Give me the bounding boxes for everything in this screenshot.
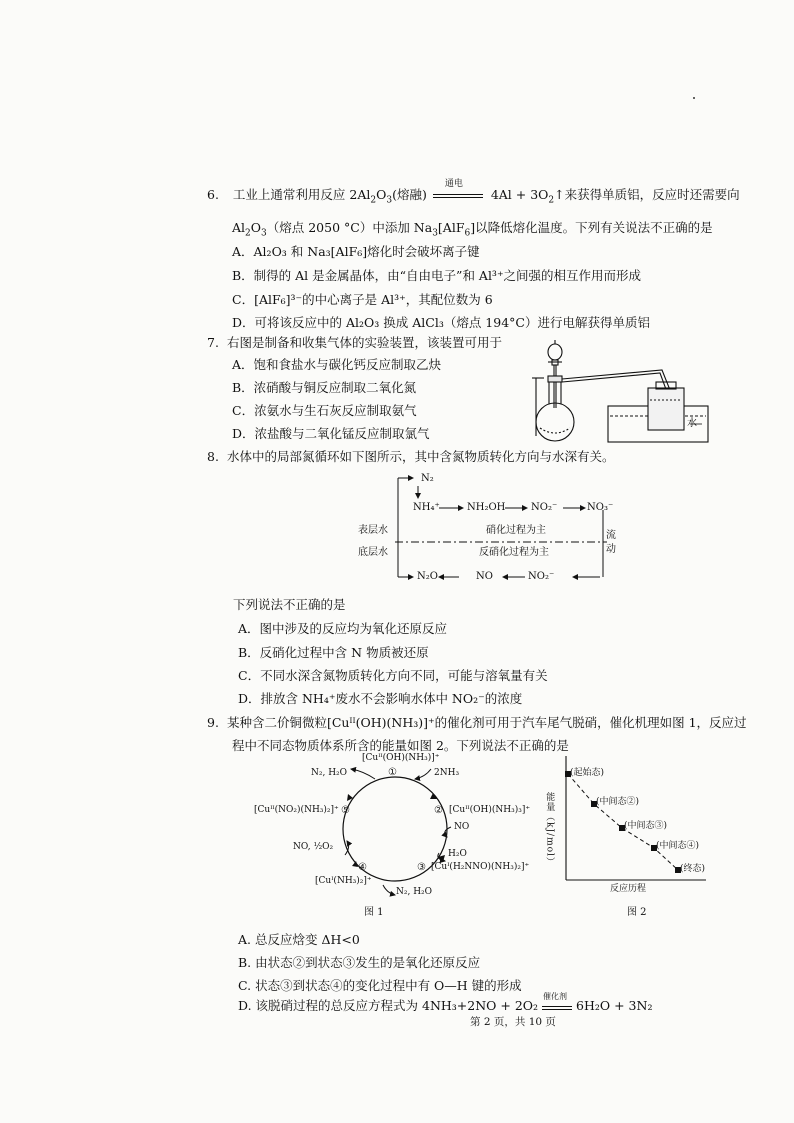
no-label: NO bbox=[476, 571, 493, 582]
intermediate-2-label: (中间态②) bbox=[596, 797, 640, 807]
catalyst-arrow bbox=[542, 991, 572, 1014]
q6-line2: $Al_2O_3$（熔点 2050 °C）中添加 $Na_3[AlF_6]$以降低熔化温度。下列有关说法不正确的是 bbox=[232, 220, 713, 239]
n2o-label: N₂O bbox=[417, 571, 438, 582]
catalytic-cycle-figure bbox=[255, 757, 545, 905]
bottom-water-label: 底层水 bbox=[358, 547, 388, 558]
state-2-formula: [Cuᴵᴵ(OH)(NH₃)₃]⁺ bbox=[449, 805, 531, 815]
q8-text: 水体中的局部氮循环如下图所示，其中含氮物质转化方向与水深有关。 bbox=[226, 449, 615, 464]
figure-2-caption: 图 2 bbox=[627, 907, 647, 918]
q6-option-a: A．Al₂O₃ 和 Na₃[AlF₆]熔化时会破坏离子键 bbox=[232, 244, 480, 259]
q8-sub-stem: 下列说法不正确的是 bbox=[233, 597, 346, 612]
separatory-funnel-icon bbox=[548, 340, 562, 408]
q6-text: O bbox=[376, 187, 387, 202]
q8-option-d: D．排放含 NH₄⁺废水不会影响水体中 NO₂⁻的浓度 bbox=[238, 691, 523, 706]
nitrification-label: 硝化过程为主 bbox=[486, 525, 546, 536]
q9-option-d bbox=[238, 991, 653, 1014]
state-5-marker: ⑤ bbox=[341, 805, 350, 816]
q6-text: ↑来获得单质铝，反应时还需要向 bbox=[554, 187, 740, 202]
state-3-formula: [Cuᴵ(H₂NNO)(NH₃)₂]⁺ bbox=[431, 862, 530, 872]
no2-top-label: NO₂⁻ bbox=[531, 502, 558, 513]
q6-line1: 6. 工业上通常利用反应 $2Al_2O_3$(熔融) 通电 $4Al + 3O_2↑$来获得单质铝，反应时还需要向 bbox=[207, 178, 740, 206]
q7-stem bbox=[207, 335, 502, 351]
input-no: NO bbox=[454, 822, 470, 832]
q7-option-a: A．饱和食盐水与碳化钙反应制取乙炔 bbox=[232, 357, 442, 372]
q6-text: Al bbox=[232, 220, 246, 235]
q6-option-c: C．[AlF₆]³⁻的中心离子是 Al³⁺，其配位数为 6 bbox=[232, 292, 493, 307]
state-2-marker: ② bbox=[434, 805, 443, 816]
q6-text: 工业上通常利用反应 2Al bbox=[232, 187, 371, 202]
state-4-marker: ④ bbox=[358, 862, 367, 873]
no3-label: NO₃⁻ bbox=[587, 502, 614, 513]
input-no-o2: NO, ½O₂ bbox=[293, 842, 334, 852]
q9-stem-2: 程中不同态物质体系所含的能量如图 2。下列说法不正确的是 bbox=[232, 738, 569, 753]
state-1-formula: [Cuᴵᴵ(OH)(NH₃)]⁺ bbox=[362, 753, 440, 763]
q7-option-b: B．浓硝酸与铜反应制取二氧化氮 bbox=[232, 380, 417, 395]
y-axis-label: 能量（kJ/mol） bbox=[544, 792, 555, 867]
final-state-label: (终态) bbox=[680, 864, 706, 874]
q6-text: 4Al + 3O bbox=[490, 187, 549, 202]
nh4-label: NH₄⁺ bbox=[413, 502, 440, 513]
catalyst-label: 催化剂 bbox=[543, 991, 568, 1001]
intermediate-3-label: (中间态③) bbox=[624, 821, 668, 831]
q9-text: 某种含二价铜微粒[Cuᴵᴵ(OH)(NH₃)]⁺的催化剂可用于汽车尾气脱硝，催化机理如图 1，反应过 bbox=[226, 715, 747, 730]
q9-option-d-left: D. 该脱硝过程的总反应方程式为 4NH₃+2NO + 2O₂ bbox=[238, 998, 539, 1013]
water-label: 水 bbox=[687, 418, 697, 429]
q9-number: 9. bbox=[207, 715, 219, 730]
q8-number: 8. bbox=[207, 449, 219, 464]
q9-option-a: A. 总反应焓变 ΔH<0 bbox=[238, 932, 360, 947]
state-1-marker: ① bbox=[388, 767, 397, 778]
q9-option-c: C. 状态③到状态④的变化过程中有 O—H 键的形成 bbox=[238, 978, 522, 993]
q9-option-b: B. 由状态②到状态③发生的是氧化还原反应 bbox=[238, 955, 481, 970]
q6-text: ]以降低熔化温度。下列有关说法不正确的是 bbox=[470, 220, 713, 235]
q9-stem-1 bbox=[207, 715, 747, 731]
n2-top-label: N₂ bbox=[421, 473, 434, 484]
output-n2-h2o-top: N₂, H₂O bbox=[311, 768, 348, 778]
page-footer: 第 2 页，共 10 页 bbox=[470, 1016, 556, 1028]
state-5-formula: [Cuᴵᴵ(NO₂)(NH₃)₂]⁺ bbox=[254, 805, 339, 815]
q6-text: （熔点 2050 °C）中添加 Na bbox=[266, 220, 433, 235]
arrow-condition: 通电 bbox=[444, 178, 463, 189]
q7-option-d: D．浓盐酸与二氧化锰反应制取氯气 bbox=[232, 426, 430, 441]
flow-label-1: 流 bbox=[606, 530, 616, 541]
state-3-marker: ③ bbox=[417, 862, 426, 873]
input-2nh3: 2NH₃ bbox=[434, 768, 460, 778]
q6-text: (熔融) bbox=[392, 187, 427, 202]
denitrification-label: 反硝化过程为主 bbox=[479, 547, 549, 558]
no2-bottom-label: NO₂⁻ bbox=[528, 571, 555, 582]
q8-option-a: A．图中涉及的反应均为氧化还原反应 bbox=[238, 621, 448, 636]
intermediate-4-label: (中间态④) bbox=[656, 841, 700, 851]
figure-1-caption: 图 1 bbox=[364, 907, 384, 918]
nh2oh-label: NH₂OH bbox=[467, 502, 506, 513]
q8-stem bbox=[207, 449, 614, 465]
water-trough-icon bbox=[608, 382, 708, 442]
q6-number: 6. bbox=[207, 187, 219, 202]
q6-text: O bbox=[250, 220, 262, 235]
q6-option-d: D．可将该反应中的 Al₂O₃ 换成 AlCl₃（熔点 194°C）进行电解获得单质铝 bbox=[232, 315, 650, 330]
round-flask-icon bbox=[532, 376, 574, 441]
electrolysis-arrow bbox=[431, 178, 487, 203]
q8-option-b: B．反硝化过程中含 N 物质被还原 bbox=[238, 645, 429, 660]
q8-option-c: C．不同水深含氮物质转化方向不同，可能与溶氧量有关 bbox=[238, 668, 548, 683]
q6-text: [AlF bbox=[437, 220, 465, 235]
output-n2-h2o-bottom: N₂, H₂O bbox=[396, 887, 433, 897]
q7-text: 右图是制备和收集气体的实验装置，该装置可用于 bbox=[226, 335, 502, 350]
flow-label-2: 动 bbox=[606, 544, 616, 555]
scan-speck bbox=[693, 97, 695, 99]
q9-option-d-right: 6H₂O + 3N₂ bbox=[576, 998, 653, 1013]
surface-water-label: 表层水 bbox=[358, 525, 388, 536]
q7-option-c: C．浓氨水与生石灰反应制取氨气 bbox=[232, 403, 417, 418]
state-4-formula: [Cuᴵ(NH₃)₂]⁺ bbox=[315, 876, 372, 886]
q7-number: 7. bbox=[207, 335, 219, 350]
output-h2o: H₂O bbox=[448, 849, 467, 859]
start-state-label: (起始态) bbox=[570, 768, 605, 778]
x-axis-label: 反应历程 bbox=[610, 884, 647, 894]
q6-option-b: B．制得的 Al 是金属晶体，由“自由电子”和 Al³⁺之间强的相互作用而形成 bbox=[232, 268, 642, 283]
